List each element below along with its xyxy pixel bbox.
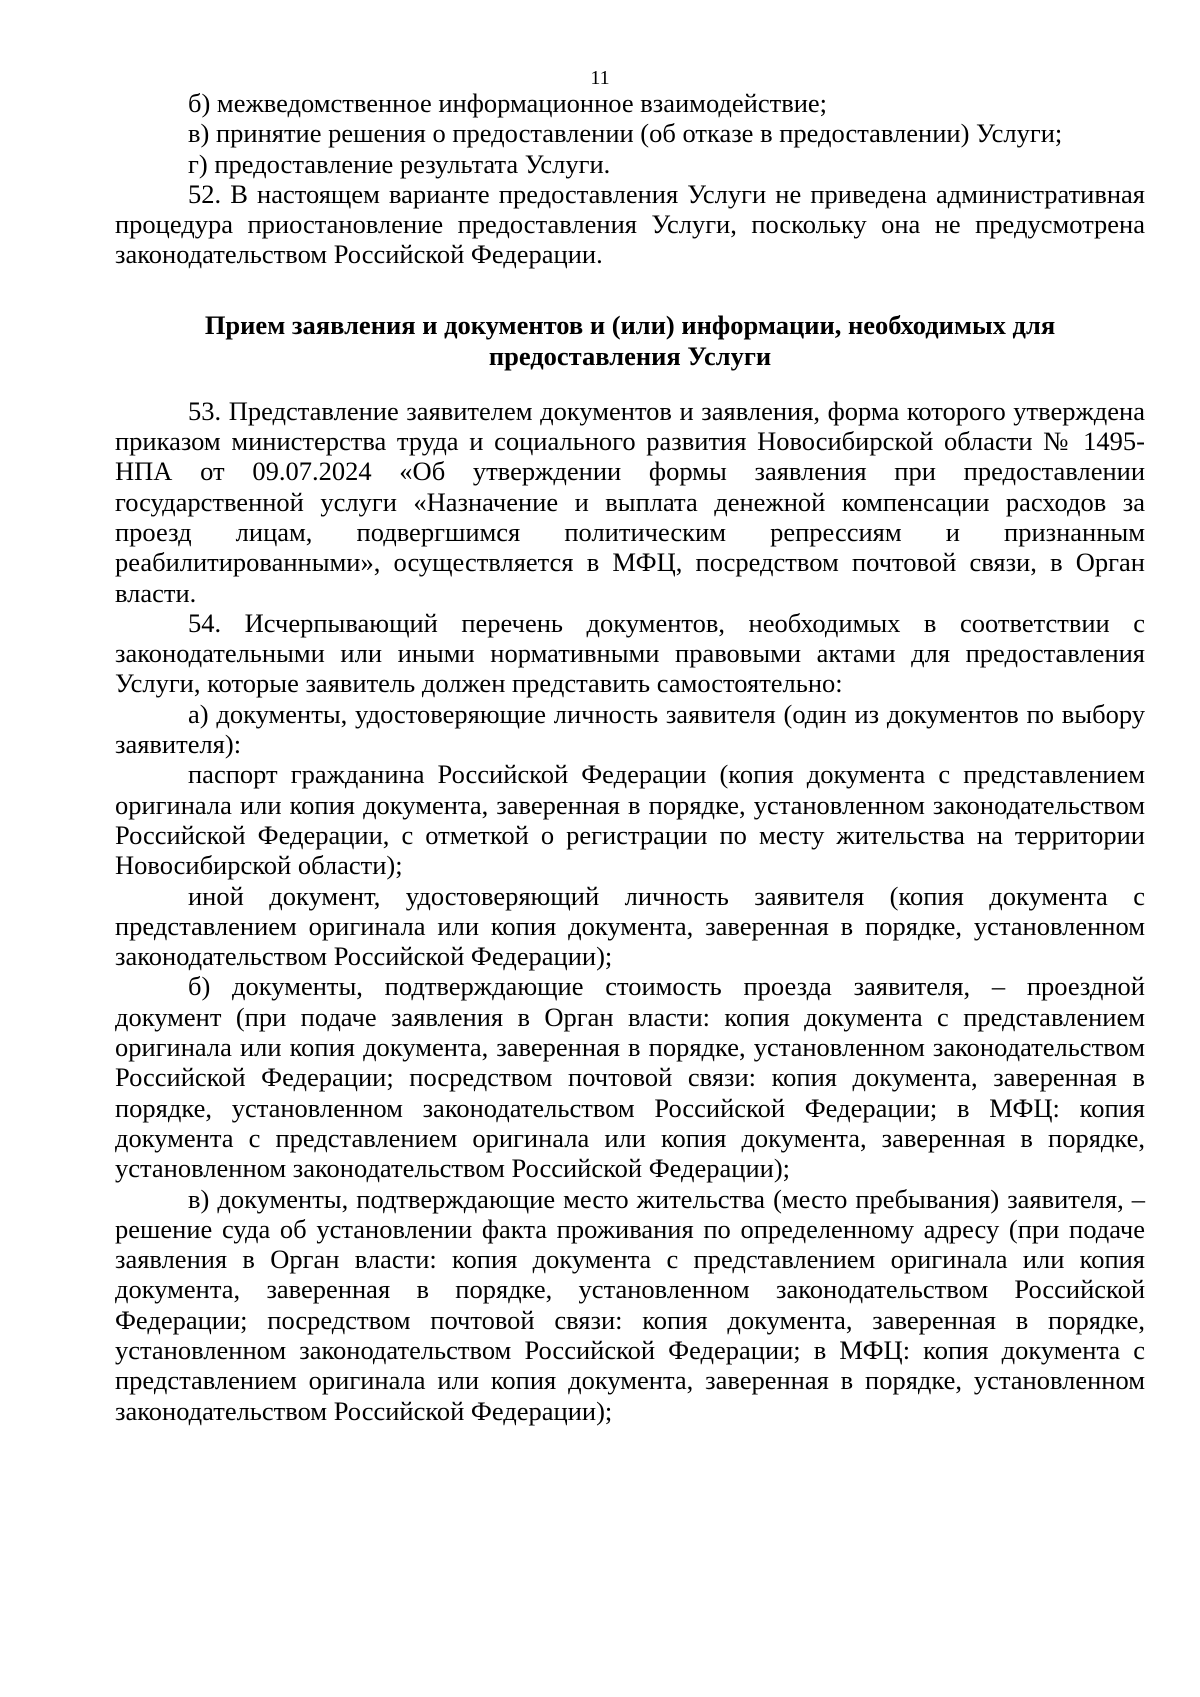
clause-54-item-b: б) документы, подтверждающие стоимость проезда заявителя, – проездной документ (при подаче заявления в Орган власти: копия документа с представлением оригинала или копия документа, заверенная в порядке, установленном законодательством Российской Федерации; посредством почтовой связи: копия документа, заверенная в порядке, установленном законодательством Российской Федерации; в МФЦ: копия документа с представлением оригинала или копия документа, заверенная в порядке, установленном законодательством Российской Федерации);	[115, 971, 1145, 1184]
list-item-v: в) принятие решения о предоставлении (об отказе в предоставлении) Услуги;	[188, 118, 1063, 149]
document-body	[115, 88, 1145, 1426]
clause-54-item-a: а) документы, удостоверяющие личность заявителя (один из документов по выбору заявителя):	[115, 698, 1145, 760]
clause-54-item-a-other-id: иной документ, удостоверяющий личность заявителя (копия документа с представлением оригинала или копия документа, заверенная в порядке, установленном законодательством Российской Федерации);	[115, 880, 1145, 972]
clause-54-item-a-passport: паспорт гражданина Российской Федерации (копия документа с представлением оригинала или копия документа, заверенная в порядке, установленном законодательством Российской Федерации, с отметкой о регистрации по месту жительства на территории Новосибирской области);	[115, 759, 1145, 881]
list-item-g: г) предоставление результата Услуги.	[188, 148, 611, 179]
section-heading-line-2: предоставления Услуги	[488, 340, 772, 371]
section-heading	[115, 310, 1145, 372]
page-number: 11	[590, 67, 610, 89]
clause-54-item-v: в) документы, подтверждающие место жительства (место пребывания) заявителя, – решение суда об установлении факта проживания по определенному адресу (при подаче заявления в Орган власти: копия документа с представлением оригинала или копия документа, заверенная в порядке, установленном законодательством Российской Федерации; посредством почтовой связи: копия документа, заверенная в порядке, установленном законодательством Российской Федерации; в МФЦ: копия документа с представлением оригинала или копия документа, заверенная в порядке, установленном законодательством Российской Федерации);	[115, 1183, 1145, 1426]
clause-52: 52. В настоящем варианте предоставления Услуги не приведена административная процедура приостановление предоставления Услуги, поскольку она не предусмотрена законодательством Российской Федерации.	[115, 178, 1145, 270]
clause-54: 54. Исчерпывающий перечень документов, необходимых в соответствии с законодательными или иными нормативными правовыми актами для предоставления Услуги, которые заявитель должен представить самостоятельно:	[115, 607, 1145, 699]
section-heading-line-1: Прием заявления и документов и (или) информации, необходимых для	[204, 309, 1056, 340]
clause-53: 53. Представление заявителем документов и заявления, форма которого утверждена приказом министерства труда и социального развития Новосибирской области № 1495-НПА от 09.07.2024 «Об утверждении формы заявления при предоставлении государственной услуги «Назначение и выплата денежной компенсации расходов за проезд лицам, подвергшимся политическим репрессиям и признанным реабилитированными», осуществляется в МФЦ, посредством почтовой связи, в Орган власти.	[115, 395, 1145, 608]
list-item-b: б) межведомственное информационное взаимодействие;	[188, 88, 828, 118]
